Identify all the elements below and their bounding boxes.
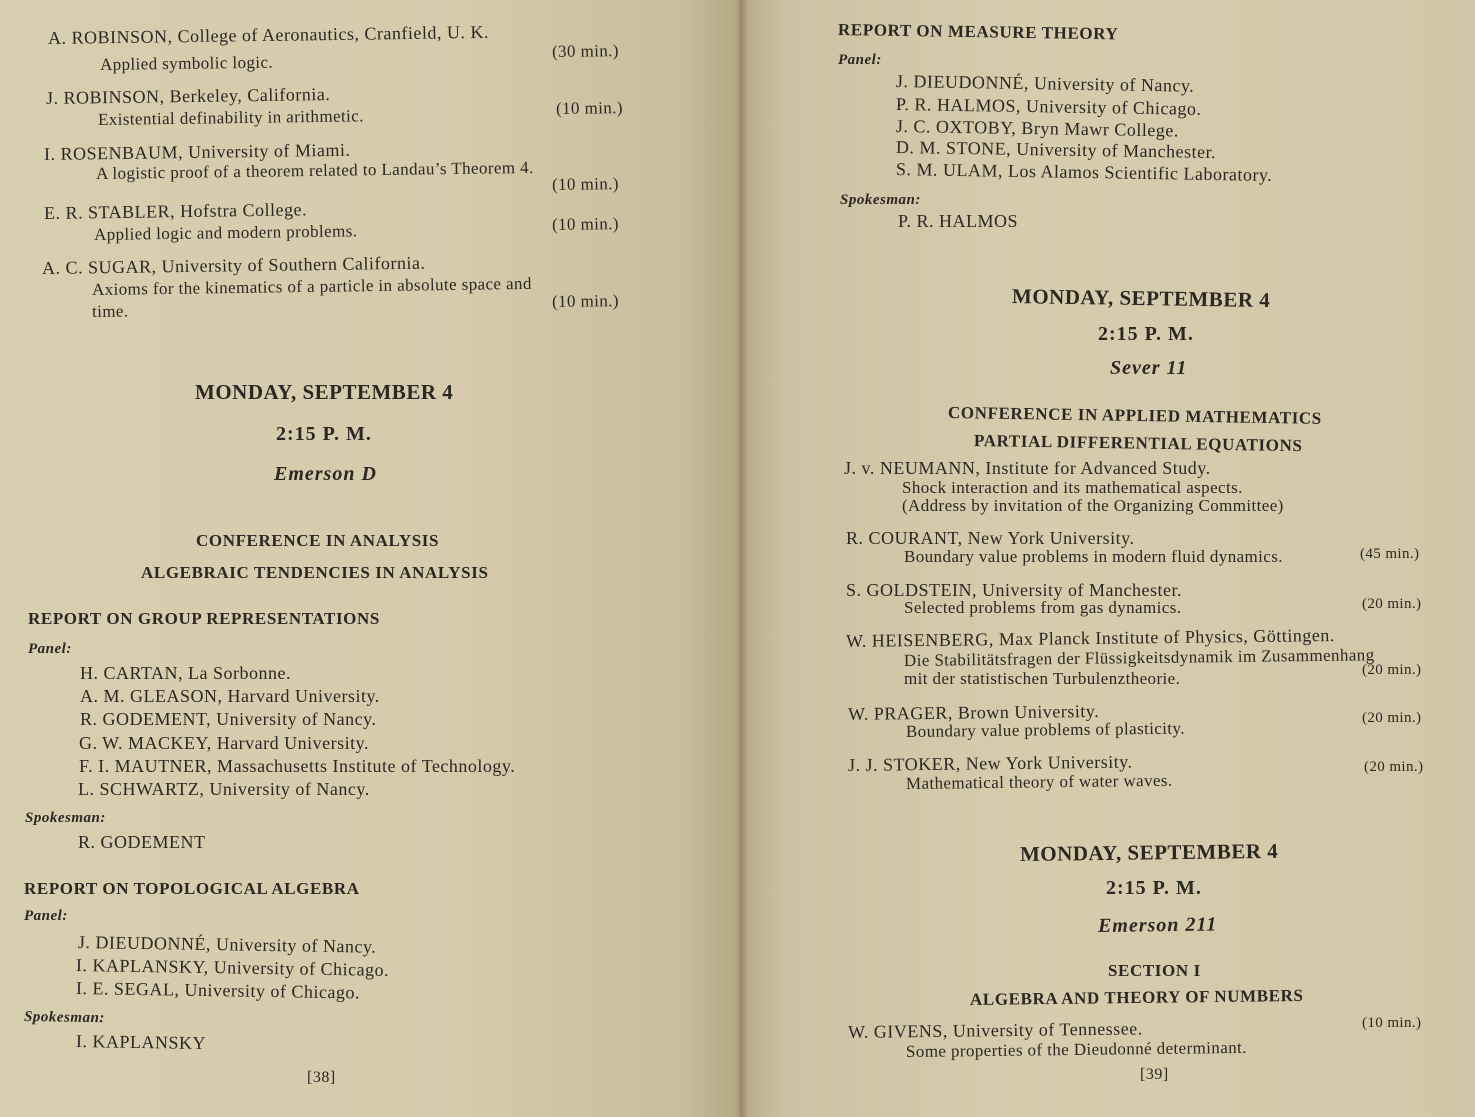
panel-member: P. R. HALMOS, University of Chicago.	[895, 94, 1202, 119]
conference-subtitle: ALGEBRAIC TENDENCIES IN ANALYSIS	[141, 563, 489, 582]
spokesman-label: Spokesman:	[23, 1009, 105, 1027]
conference-title: CONFERENCE IN ANALYSIS	[196, 531, 440, 550]
session-day: MONDAY, SEPTEMBER 4	[1019, 838, 1279, 866]
panel-member: I. E. SEGAL, University of Chicago.	[75, 978, 361, 1003]
entry-name: E. R. STABLER, Hofstra College.	[43, 199, 308, 223]
entry-duration: (30 min.)	[551, 41, 619, 61]
book-gutter	[736, 0, 748, 1117]
entry-name: R. COURANT, New York University.	[846, 528, 1135, 548]
entry-title: Axioms for the kinematics of a particle in absolute space and	[91, 273, 532, 299]
session-day: MONDAY, SEPTEMBER 4	[1011, 284, 1271, 313]
entry-title: Mathematical theory of water waves.	[905, 770, 1173, 793]
page-number: [39]	[1140, 1066, 1169, 1083]
panel-member: I. KAPLANSKY, University of Chicago.	[75, 955, 390, 980]
section-title: SECTION I	[1108, 961, 1201, 980]
entry-title: Shock interaction and its mathematical aspects.	[902, 478, 1243, 497]
session-day: MONDAY, SEPTEMBER 4	[195, 380, 454, 404]
panel-member: D. M. STONE, University of Manchester.	[895, 137, 1217, 163]
entry-name: A. C. SUGAR, University of Southern California.	[41, 252, 426, 278]
session-room: Emerson D	[274, 463, 377, 485]
panel-label: Panel:	[28, 641, 72, 657]
entry-name: J. ROBINSON, Berkeley, California.	[45, 84, 331, 108]
conference-title: CONFERENCE IN APPLIED MATHEMATICS	[947, 403, 1322, 428]
entry-title-continued: (Address by invitation of the Organizing Committee)	[902, 496, 1284, 515]
entry-title: Boundary value problems in modern fluid dynamics.	[904, 547, 1283, 566]
entry-title: Selected problems from gas dynamics.	[904, 598, 1182, 617]
entry-duration: (20 min.)	[1364, 759, 1424, 775]
spokesman: I. KAPLANSKY	[75, 1031, 207, 1054]
report-heading: REPORT ON MEASURE THEORY	[837, 20, 1119, 44]
entry-title-continued: time.	[91, 301, 129, 321]
session-room: Sever 11	[1110, 357, 1188, 379]
panel-member: R. GODEMENT, University of Nancy.	[80, 709, 377, 729]
panel-member: L. SCHWARTZ, University of Nancy.	[78, 779, 370, 799]
entry-name: A. ROBINSON, College of Aeronautics, Cranfield, U. K.	[47, 21, 490, 48]
panel-member: J. C. OXTOBY, Bryn Mawr College.	[895, 116, 1179, 141]
entry-title: Die Stabilitätsfragen der Flüssigkeitsdynamik im Zusammenhang	[903, 645, 1375, 670]
panel-member: A. M. GLEASON, Harvard University.	[80, 686, 380, 706]
entry-title: A logistic proof of a theorem related to Landau’s Theorem 4.	[95, 157, 534, 183]
spokesman: R. GODEMENT	[78, 832, 206, 852]
section-subtitle: ALGEBRA AND THEORY OF NUMBERS	[969, 985, 1304, 1009]
entry-duration: (45 min.)	[1360, 546, 1420, 562]
report-heading: REPORT ON TOPOLOGICAL ALGEBRA	[24, 879, 360, 898]
session-room: Emerson 211	[1097, 913, 1218, 937]
entry-duration: (10 min.)	[551, 214, 619, 234]
entry-name: W. PRAGER, Brown University.	[847, 700, 1100, 724]
entry-duration: (20 min.)	[1362, 662, 1422, 678]
spokesman: P. R. HALMOS	[898, 211, 1019, 231]
entry-duration: (20 min.)	[1362, 710, 1422, 726]
entry-duration: (10 min.)	[555, 98, 623, 118]
entry-name: I. ROSENBAUM, University of Miami.	[43, 139, 351, 164]
panel-member: S. M. ULAM, Los Alamos Scientific Laboratory.	[895, 159, 1273, 185]
entry-title: Some properties of the Dieudonné determinant.	[905, 1037, 1248, 1061]
entry-duration: (10 min.)	[551, 174, 619, 194]
report-heading: REPORT ON GROUP REPRESENTATIONS	[28, 609, 380, 628]
entry-name: W. HEISENBERG, Max Planck Institute of Physics, Göttingen.	[845, 625, 1335, 651]
entry-title-continued: mit der statistischen Turbulenztheorie.	[904, 669, 1181, 688]
entry-duration: (20 min.)	[1362, 596, 1422, 612]
panel-label: Panel:	[838, 52, 882, 68]
entry-title: Existential definability in arithmetic.	[97, 106, 364, 129]
panel-label: Panel:	[24, 908, 68, 924]
right-page	[742, 0, 1475, 1117]
entry-name: J. J. STOKER, New York University.	[847, 751, 1133, 775]
panel-member: J. DIEUDONNÉ, University of Nancy.	[895, 71, 1195, 96]
spokesman-label: Spokesman:	[840, 192, 921, 208]
panel-member: J. DIEUDONNÉ, University of Nancy.	[77, 932, 377, 957]
panel-member: H. CARTAN, La Sorbonne.	[80, 663, 291, 683]
session-time: 2:15 P. M.	[1098, 323, 1194, 345]
entry-duration: (10 min.)	[1362, 1015, 1422, 1031]
session-time: 2:15 P. M.	[1106, 877, 1202, 899]
entry-title: Applied logic and modern problems.	[93, 221, 358, 244]
entry-name: W. GIVENS, University of Tennessee.	[847, 1018, 1143, 1042]
panel-member: G. W. MACKEY, Harvard University.	[79, 733, 369, 753]
session-time: 2:15 P. M.	[276, 423, 372, 445]
page-number: [38]	[307, 1069, 336, 1086]
spokesman-label: Spokesman:	[25, 810, 106, 826]
entry-title: Applied symbolic logic.	[99, 52, 274, 74]
entry-title: Boundary value problems of plasticity.	[905, 718, 1186, 741]
entry-name: J. v. NEUMANN, Institute for Advanced Study.	[844, 458, 1211, 478]
entry-name: S. GOLDSTEIN, University of Manchester.	[846, 580, 1182, 600]
entry-duration: (10 min.)	[551, 291, 619, 311]
panel-member: F. I. MAUTNER, Massachusetts Institute of Technology.	[79, 756, 516, 776]
conference-subtitle: PARTIAL DIFFERENTIAL EQUATIONS	[973, 431, 1303, 456]
